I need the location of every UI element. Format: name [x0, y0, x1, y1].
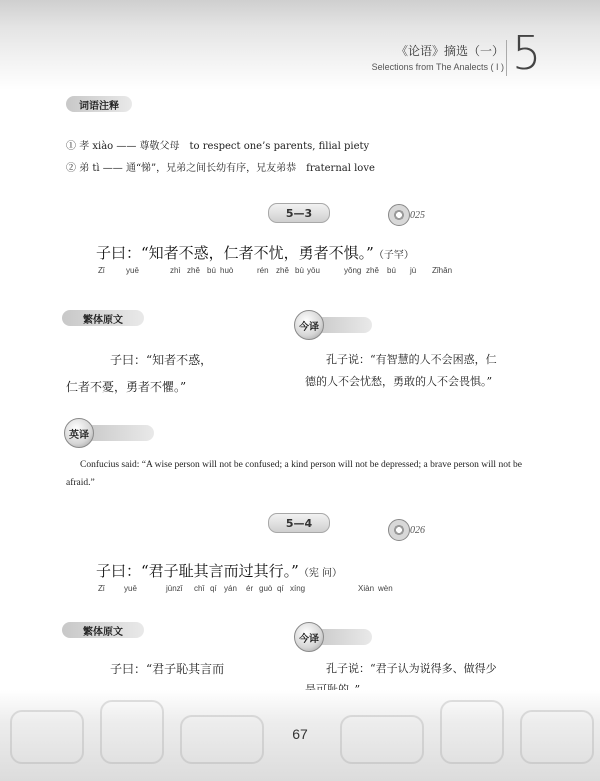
page-number: 67 — [292, 726, 308, 742]
english-badge-label: 英译 — [64, 418, 94, 448]
modern-badge-label: 今译 — [294, 622, 324, 652]
english-badge — [64, 418, 154, 448]
vocab-badge — [66, 96, 132, 112]
traditional-badge — [62, 622, 144, 638]
audio-disc-icon[interactable] — [388, 204, 410, 226]
modern-text-line: 孔子说：“有智慧的人不会困惑，仁 — [326, 353, 497, 366]
modern-badge — [294, 310, 372, 340]
vocab-item: ① 孝 xiào —— 尊敬父母 to respect one’s parents, filial piety — [66, 141, 370, 152]
modern-badge-label: 今译 — [294, 310, 324, 340]
header-band — [0, 0, 600, 90]
audio-disc-icon[interactable] — [388, 519, 410, 541]
quote-line: 子曰：“知者不惑，仁者不忧，勇者不惧。”（子罕） — [96, 244, 414, 262]
running-title-cn: 《论语》摘选（一） — [395, 44, 504, 58]
modern-text-line: 德的人不会忧愁，勇敢的人不会畏惧。” — [305, 375, 493, 388]
traditional-text-line: 子曰：“君子恥其言而 — [110, 662, 225, 676]
traditional-badge-label: 繁体原文 — [62, 310, 144, 326]
audio-track-number: 025 — [410, 210, 425, 221]
vocab-item: ② 弟 tì —— 通“悌”，兄弟之间长幼有序，兄友弟恭 fraternal love — [66, 163, 375, 174]
quote-source: （子罕） — [373, 250, 414, 261]
traditional-badge — [62, 310, 144, 326]
english-translation: Confucius said: “A wise person will not be confused; a kind person will not be depressed; a brave person will not be afraid.” — [66, 460, 522, 488]
section-number-5-4: 5—4 — [268, 513, 330, 533]
running-title-en: Selections from The Analects ( I ) — [371, 62, 504, 72]
modern-badge — [294, 622, 372, 652]
section-number-5-3: 5—3 — [268, 203, 330, 223]
vocab-badge-label: 词语注释 — [66, 96, 132, 112]
header-divider — [506, 40, 507, 76]
traditional-badge-label: 繁体原文 — [62, 622, 144, 638]
traditional-text-line: 仁者不憂，勇者不懼。” — [66, 380, 187, 394]
quote-line: 子曰：“君子耻其言而过其行。”（宪 问） — [96, 562, 343, 580]
traditional-text-line: 子曰：“知者不惑， — [110, 353, 213, 367]
audio-track-number: 026 — [410, 525, 425, 536]
modern-text-line: 孔子说：“君子认为说得多、做得少 — [326, 662, 497, 675]
quote-source: （宪 问） — [298, 568, 343, 579]
chapter-number: 5 — [512, 26, 542, 80]
